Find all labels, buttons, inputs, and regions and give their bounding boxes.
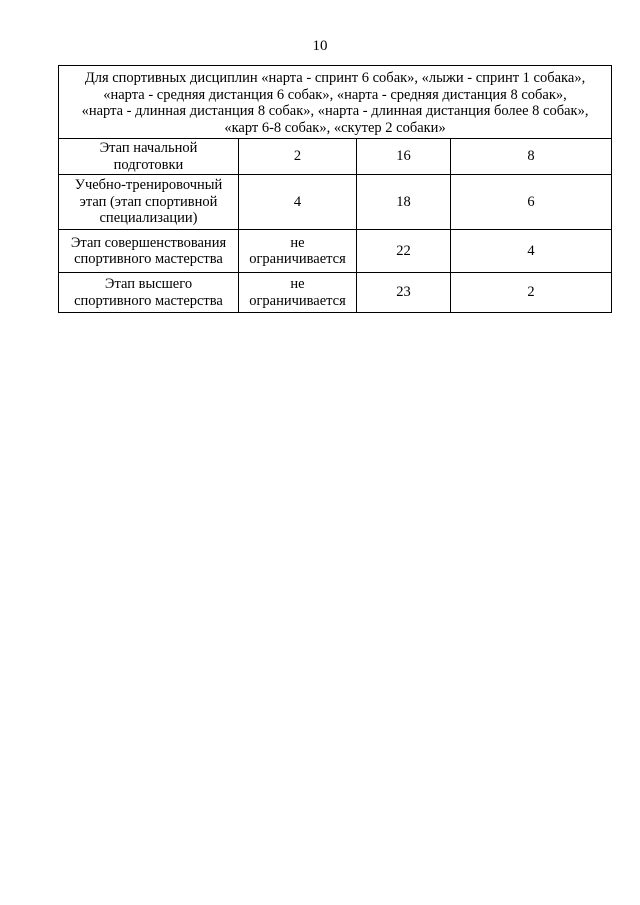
stage-name-cell [59, 139, 239, 175]
stage-name-line: специализации) [99, 210, 198, 227]
value-cell-col3: 22 [357, 230, 451, 273]
value-cell-col3: 23 [357, 273, 451, 313]
value-cell-col3: 16 [357, 139, 451, 175]
table-row [59, 273, 612, 313]
stage-name-cell [59, 273, 239, 313]
stage-name-line: этап (этап спортивной [79, 193, 218, 210]
value-text: не [290, 276, 305, 292]
value-cell-col4: 2 [451, 273, 612, 313]
value-cell-col4: 6 [451, 175, 612, 230]
table-row [59, 175, 612, 230]
disciplines-header-cell [59, 66, 612, 139]
value-cell-col2 [239, 230, 357, 273]
value-cell-col4: 4 [451, 230, 612, 273]
value-cell-col2 [239, 139, 357, 175]
value-cell-col2 [239, 175, 357, 230]
page-number: 10 [312, 38, 328, 54]
stage-name-cell [59, 175, 239, 230]
value-cell-col3: 18 [357, 175, 451, 230]
stage-name-line: спортивного мастерства [74, 292, 223, 309]
value-text: 4 [293, 193, 302, 210]
value-text: ограничивается [249, 292, 346, 309]
table-row [59, 139, 612, 175]
value-text: не [290, 234, 305, 251]
header-text-line: «нарта - длинная дистанция 8 собак», «нарта - длинная дистанция более 8 собак», [81, 103, 589, 119]
stage-name-line: Этап высшего [104, 276, 193, 292]
stage-name-cell [59, 230, 239, 273]
stage-name-line: подготовки [113, 156, 184, 173]
stage-name-line: спортивного мастерства [74, 251, 223, 267]
value-cell-col4: 8 [451, 139, 612, 175]
table-header-row [59, 66, 612, 139]
value-text: 2 [293, 148, 302, 165]
value-cell-col2 [239, 273, 357, 313]
stage-name-line: Этап совершенствования [70, 234, 227, 251]
header-text-line: Для спортивных дисциплин «нарта - спринт 6 собак», «лыжи - спринт 1 собака», [84, 70, 586, 86]
sports-stages-table [58, 65, 612, 313]
header-text-line: «карт 6-8 собак», «скутер 2 собаки» [224, 119, 446, 136]
stage-name-line: Учебно-тренировочный [74, 177, 223, 194]
table-row [59, 230, 612, 273]
header-text-line: «нарта - средняя дистанция 6 собак», «нарта - средняя дистанция 8 собак», [103, 86, 567, 103]
value-text: ограничивается [249, 251, 346, 267]
stage-name-line: Этап начальной [99, 140, 198, 156]
